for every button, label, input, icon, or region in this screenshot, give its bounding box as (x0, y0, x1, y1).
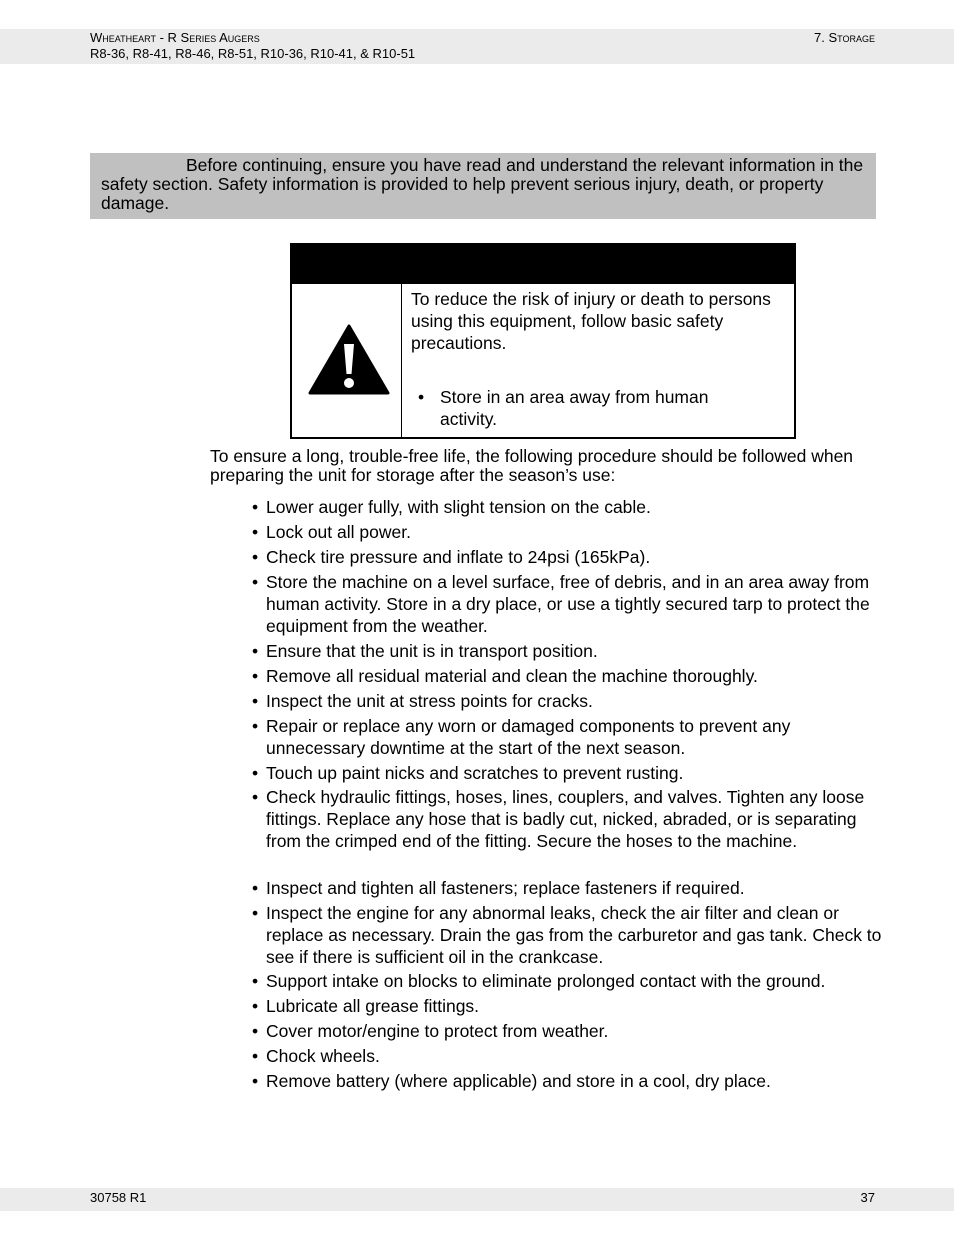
safety-note-text: Before continuing, ensure you have read and understand the relevant information in the safety section. Safety information is provided to help prevent serious injury, death, or property damage. (101, 155, 864, 213)
list-item: • Remove all residual material and clean the machine thoroughly. (252, 666, 758, 686)
list-item: • Support intake on blocks to eliminate prolonged contact with the ground. (252, 971, 826, 991)
footer-page-number: 37 (860, 1190, 875, 1205)
list-item: • Inspect the unit at stress points for cracks. (252, 691, 593, 711)
safety-note (90, 153, 876, 219)
warning-box (290, 243, 796, 439)
header-title: Wheatheart - R Series Augers (90, 30, 260, 45)
running-header-section: 7. Storage (814, 30, 875, 45)
warning-triangle-icon (308, 324, 390, 396)
warning-header-bar (292, 245, 794, 284)
running-header-left (90, 30, 415, 62)
list-item: • Inspect and tighten all fasteners; replace fasteners if required. (252, 878, 745, 898)
list-item: • Store the machine on a level surface, free of debris, and in an area away from human activity. Store in a dry place, or use a tightly secured tarp to protect the equipment from the weather. (252, 572, 870, 636)
list-item: • Touch up paint nicks and scratches to prevent rusting. (252, 763, 684, 783)
list-item: • Lubricate all grease fittings. (252, 996, 480, 1016)
warning-icon-cell (292, 284, 402, 437)
list-item: • Check tire pressure and inflate to 24psi (165kPa). (252, 547, 651, 567)
list-item: • Inspect the engine for any abnormal leaks, check the air filter and clean or replace as necessary. Drain the gas from the carburetor and gas tank. Check to see if there is sufficient oil in the crankcase. (252, 903, 882, 967)
list-item: • Lock out all power. (252, 522, 411, 542)
bullet-dot: • (418, 387, 425, 407)
list-item: • Cover motor/engine to protect from weather. (252, 1021, 609, 1041)
header-models: R8-36, R8-41, R8-46, R8-51, R10-36, R10-41, & R10-51 (90, 46, 416, 61)
list-item: • Lower auger fully, with slight tension on the cable. (252, 497, 651, 517)
list-item: • Chock wheels. (252, 1046, 380, 1066)
list-item: • Check hydraulic fittings, hoses, lines, couplers, and valves. Tighten any loose fittings. Replace any hose that is badly cut, nicked, abraded, or is separating from the crimped end of the fitting. Secure the hoses to the machine. (252, 787, 865, 851)
list-item: • Remove battery (where applicable) and store in a cool, dry place. (252, 1071, 771, 1091)
warning-text: To reduce the risk of injury or death to persons using this equipment, follow basic safety precautions. (411, 289, 771, 353)
intro-paragraph: To ensure a long, trouble-free life, the following procedure should be followed when preparing the unit for storage after the season’s use: (210, 446, 854, 485)
list-item: • Repair or replace any worn or damaged components to prevent any unnecessary downtime at the start of the next season. (252, 716, 791, 758)
warning-bullet-text: Store in an area away from human activity. (440, 387, 709, 429)
list-item: • Ensure that the unit is in transport position. (252, 641, 598, 661)
footer-doc-number: 30758 R1 (90, 1190, 147, 1205)
